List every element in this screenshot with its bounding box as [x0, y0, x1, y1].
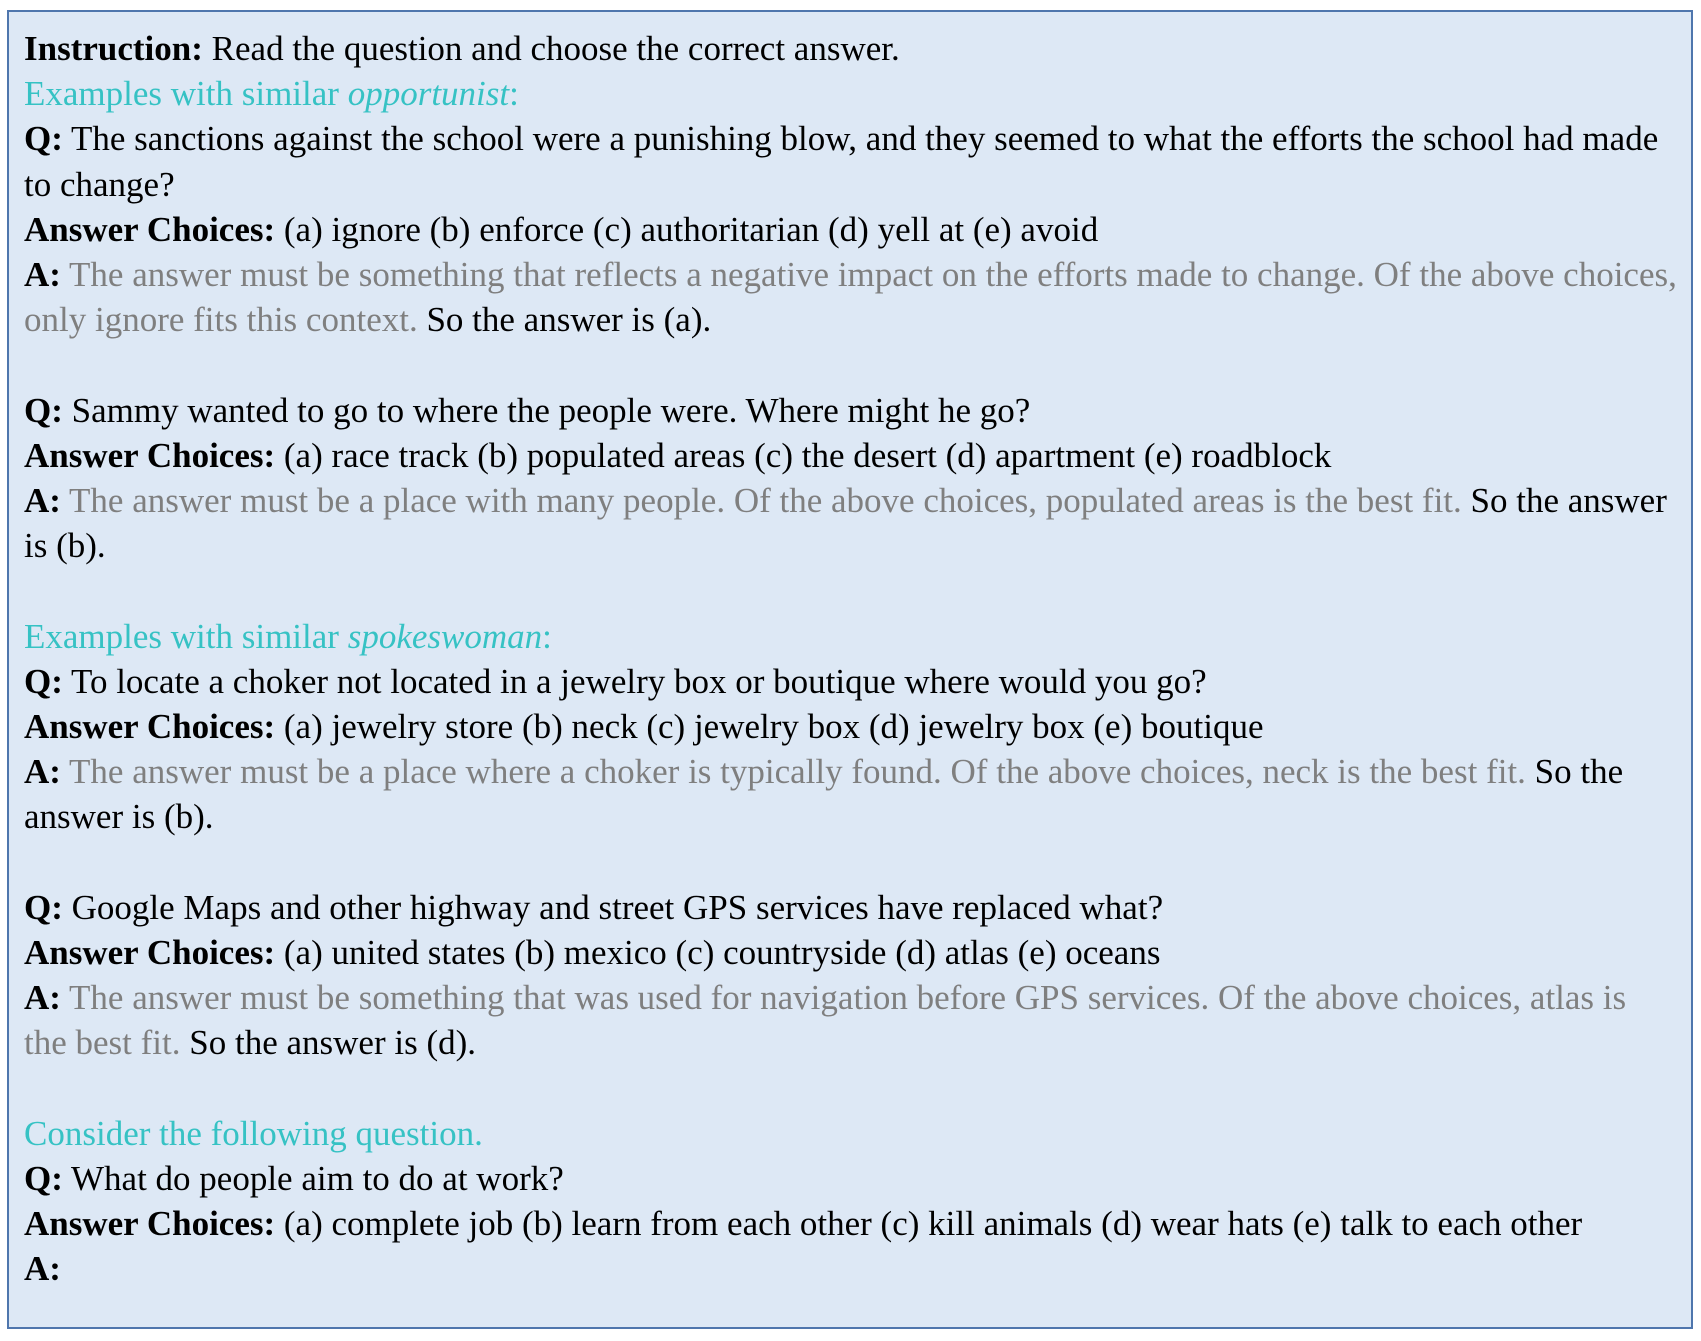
group-heading-suffix: : — [542, 616, 552, 656]
choices-text: (a) ignore (b) enforce (c) authoritarian (d) yell at (e) avoid — [275, 209, 1099, 249]
example-choices — [24, 433, 1677, 478]
rationale-text: The answer must be something that was used for navigation before GPS services. Of the above choices, atlas is the best fit. — [24, 978, 1627, 1063]
choices-text: (a) race track (b) populated areas (c) the desert (d) apartment (e) roadblock — [275, 435, 1332, 475]
target-answer — [24, 1246, 1677, 1291]
a-label: A: — [24, 1249, 61, 1289]
question-text: The sanctions against the school were a punishing blow, and they seemed to what the efforts the school had made to change? — [24, 119, 1659, 204]
example-question — [24, 116, 1677, 206]
target-heading: Consider the following question. — [24, 1113, 483, 1153]
question-text: Sammy wanted to go to where the people were. Where might he go? — [62, 390, 1031, 430]
spacer — [24, 840, 1677, 885]
example-choices — [24, 930, 1677, 975]
choices-text: (a) united states (b) mexico (c) countryside (d) atlas (e) oceans — [275, 933, 1161, 973]
rationale-text: The answer must be a place where a choker is typically found. Of the above choices, neck is the best fit. — [60, 752, 1526, 792]
conclusion-text: So the answer is (b). — [24, 752, 1624, 837]
q-label: Q: — [24, 1159, 63, 1199]
group-heading-prefix: Examples with similar — [24, 616, 348, 656]
a-label: A: — [24, 481, 61, 521]
choices-label: Answer Choices: — [24, 209, 276, 249]
q-label: Q: — [24, 390, 63, 430]
choices-label: Answer Choices: — [24, 435, 276, 475]
group-heading-spokeswoman — [24, 614, 1677, 659]
question-text: What do people aim to do at work? — [62, 1159, 564, 1199]
group-heading-prefix: Examples with similar — [24, 74, 348, 114]
a-label: A: — [24, 255, 61, 295]
question-text: To locate a choker not located in a jewelry box or boutique where would you go? — [62, 661, 1207, 701]
rationale-text: The answer must be a place with many people. Of the above choices, populated areas is the best fit. — [60, 481, 1462, 521]
example-question — [24, 885, 1677, 930]
q-label: Q: — [24, 661, 63, 701]
choices-text: (a) jewelry store (b) neck (c) jewelry box (d) jewelry box (e) boutique — [275, 707, 1264, 747]
conclusion-text: So the answer is (a). — [417, 300, 712, 340]
question-text: Google Maps and other highway and street GPS services have replaced what? — [62, 887, 1164, 927]
choices-text: (a) complete job (b) learn from each other (c) kill animals (d) wear hats (e) talk to each other — [275, 1204, 1583, 1244]
group-heading-word: spokeswoman — [347, 616, 543, 656]
spacer — [24, 342, 1677, 387]
choices-label: Answer Choices: — [24, 933, 276, 973]
choices-label: Answer Choices: — [24, 707, 276, 747]
choices-label: Answer Choices: — [24, 1204, 276, 1244]
conclusion-text: So the answer is (b). — [24, 481, 1667, 566]
example-answer — [24, 252, 1677, 342]
q-label: Q: — [24, 119, 63, 159]
example-choices — [24, 704, 1677, 749]
group-heading-opportunist — [24, 71, 1677, 116]
example-choices — [24, 207, 1677, 252]
example-question — [24, 388, 1677, 433]
example-answer — [24, 749, 1677, 839]
target-question — [24, 1156, 1677, 1201]
instruction-label: Instruction: — [24, 29, 203, 68]
conclusion-text: So the answer is (d). — [180, 1023, 477, 1063]
example-answer — [24, 975, 1677, 1065]
rationale-text: The answer must be something that reflects a negative impact on the efforts made to change. Of the above choices, only ignore fits this context. — [24, 255, 1677, 340]
instruction-line — [24, 26, 1677, 71]
spacer — [24, 568, 1677, 613]
example-question — [24, 659, 1677, 704]
spacer — [24, 1066, 1677, 1111]
prompt-panel — [7, 10, 1693, 1329]
group-heading-suffix: : — [509, 74, 519, 114]
example-answer — [24, 478, 1677, 568]
group-heading-word: opportunist — [347, 74, 510, 114]
a-label: A: — [24, 752, 61, 792]
q-label: Q: — [24, 887, 63, 927]
a-label: A: — [24, 978, 61, 1018]
instruction-text: Read the question and choose the correct answer. — [202, 29, 900, 68]
target-choices — [24, 1201, 1677, 1246]
